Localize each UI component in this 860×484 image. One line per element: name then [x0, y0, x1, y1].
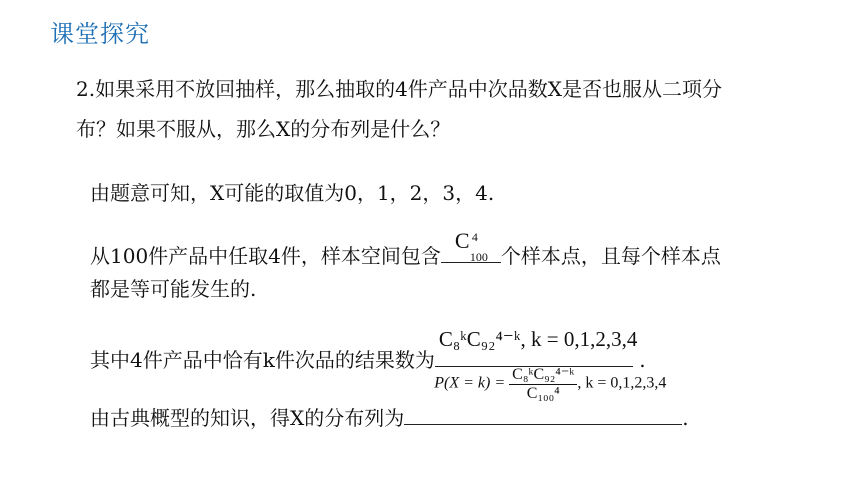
distribution-suffix: .	[682, 406, 689, 430]
question-line-1: 2.如果采用不放回抽样，那么抽取的4件产品中次品数X是否也服从二项分	[76, 77, 723, 101]
answer-equally-likely: 都是等可能发生的.	[90, 277, 257, 301]
combination-symbol: C	[454, 228, 470, 253]
answer-distribution	[90, 366, 689, 435]
answer-sample-space	[90, 228, 721, 273]
outcome-count-suffix: .	[639, 348, 646, 372]
sample-space-suffix: 个样本点，且每个样本点	[500, 244, 721, 268]
distribution-fraction	[509, 364, 577, 403]
distribution-blank	[404, 366, 682, 425]
combination-superscript: 4	[471, 230, 478, 244]
outcome-count-blank	[435, 327, 638, 367]
outcome-count-formula: C₈ᵏC₉₂⁴⁻ᵏ, k = 0,1,2,3,4	[438, 327, 638, 351]
distribution-prefix: 由古典概型的知识，得X的分布列为	[90, 406, 405, 430]
sample-space-prefix: 从100件产品中任取4件，样本空间包含	[90, 244, 441, 268]
distribution-rhs: , k = 0,1,2,3,4	[577, 374, 667, 392]
distribution-numerator: C₈ᵏC₉₂⁴⁻ᵏ	[509, 364, 577, 385]
combination-subscript: 100	[469, 250, 488, 264]
distribution-formula	[434, 364, 666, 403]
distribution-denominator: C₁₀₀⁴	[526, 385, 560, 402]
page-title: 课堂探究	[50, 20, 150, 48]
distribution-lhs: P(X = k) =	[434, 374, 506, 392]
question-line-2: 布？如果不服从，那么X的分布列是什么？	[76, 117, 451, 141]
sample-space-blank	[441, 228, 501, 264]
answer-values: 由题意可知，X可能的取值为0，1，2，3，4.	[90, 181, 495, 205]
outcome-count-prefix: 其中4件产品中恰有k件次品的结果数为	[90, 348, 435, 372]
